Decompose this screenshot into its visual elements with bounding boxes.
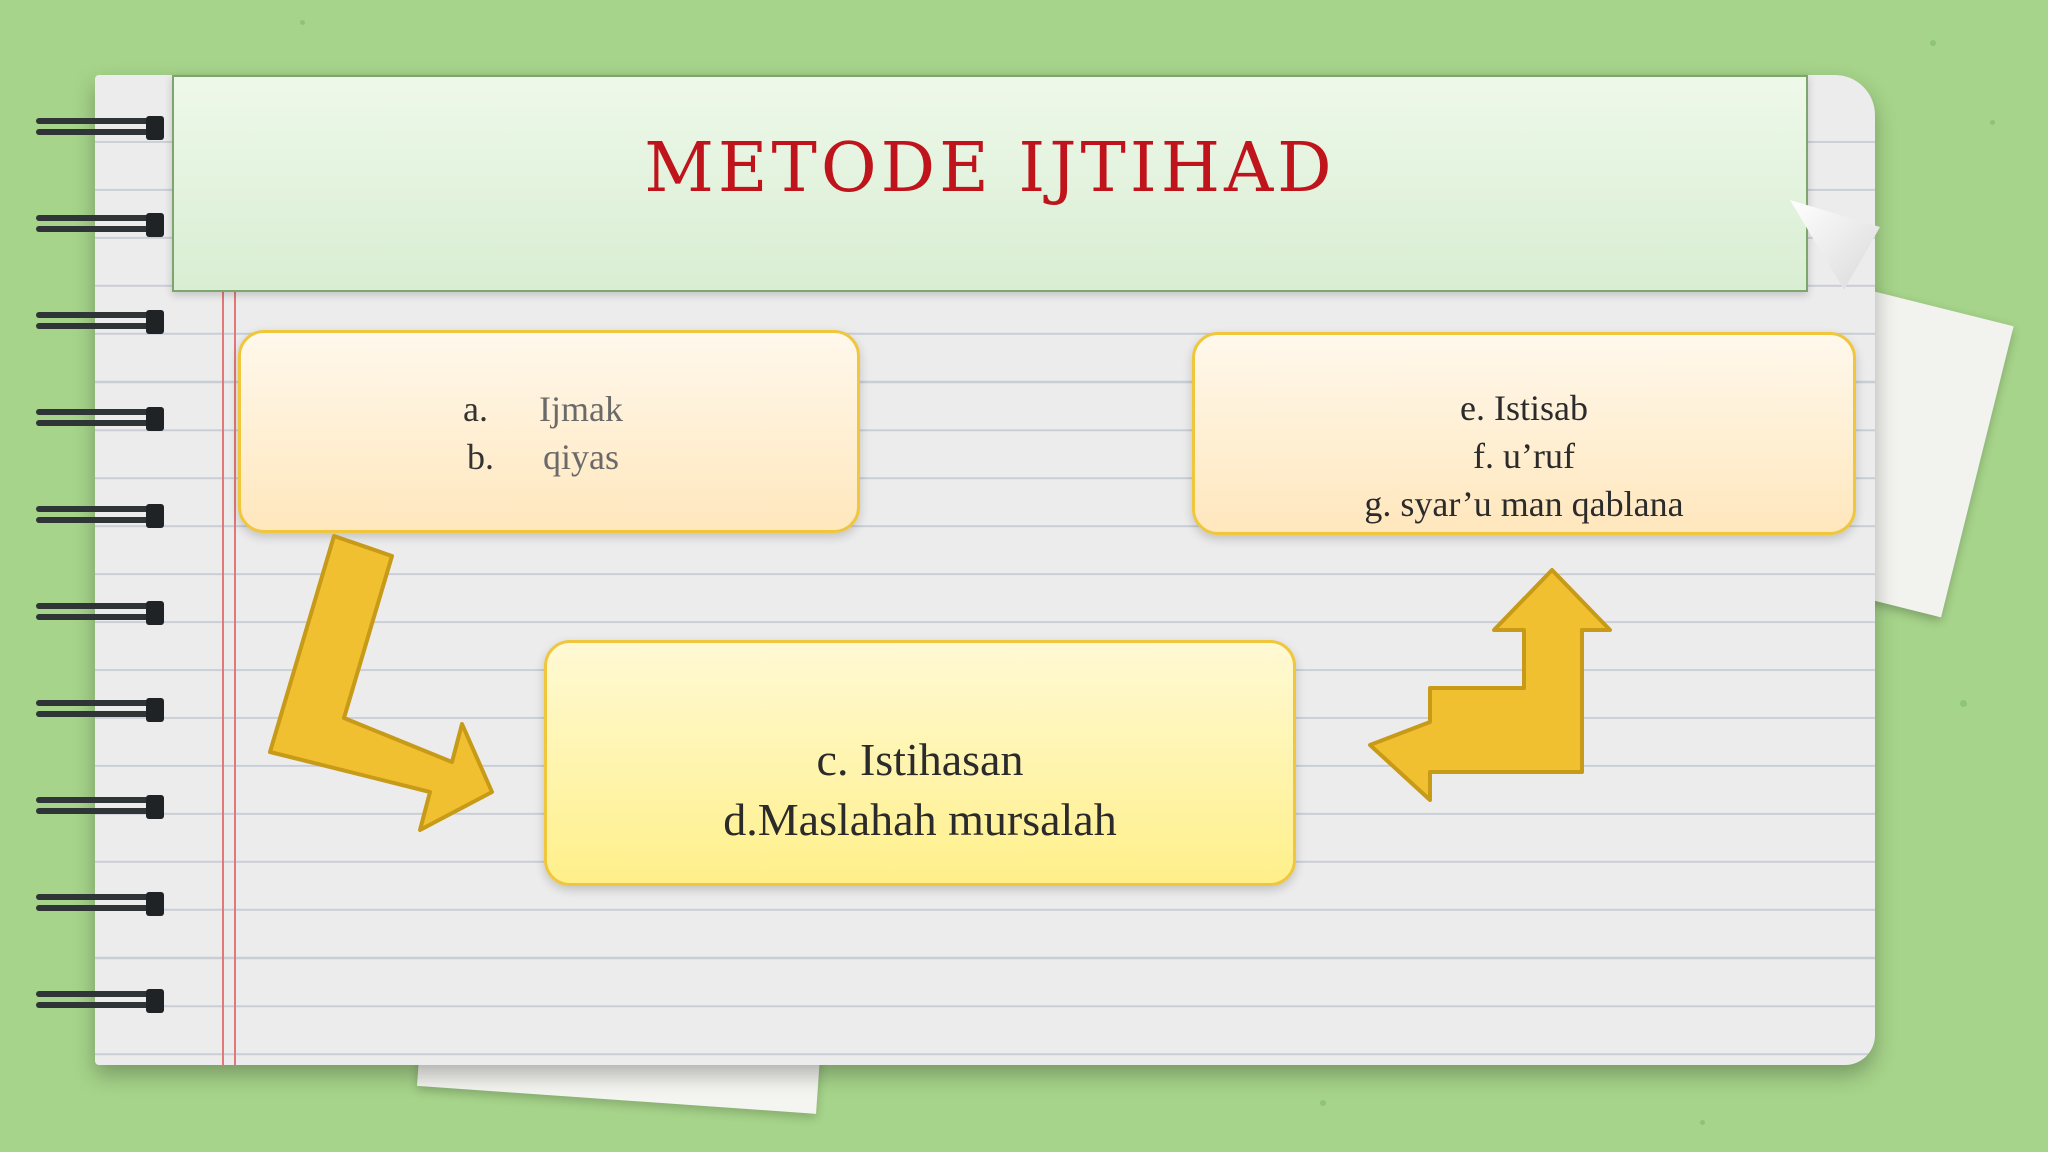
method-line: g. syar’u man qablana [1364, 484, 1684, 524]
list-marker: a. [463, 389, 488, 429]
arrow-down-right-icon [270, 536, 492, 830]
list-marker: b. [467, 437, 494, 477]
method-line: e. Istisab [1460, 388, 1588, 428]
method-line: f. u’ruf [1473, 436, 1575, 476]
list-item-text: qiyas [543, 437, 619, 477]
page-title: METODE IJTIHAD [644, 129, 1336, 208]
list-item-text: Ijmak [539, 389, 623, 429]
method-line: c. Istihasan [816, 734, 1024, 785]
arrow-left-up-icon [1370, 570, 1610, 800]
method-line: d.Maslahah mursalah [723, 794, 1117, 845]
